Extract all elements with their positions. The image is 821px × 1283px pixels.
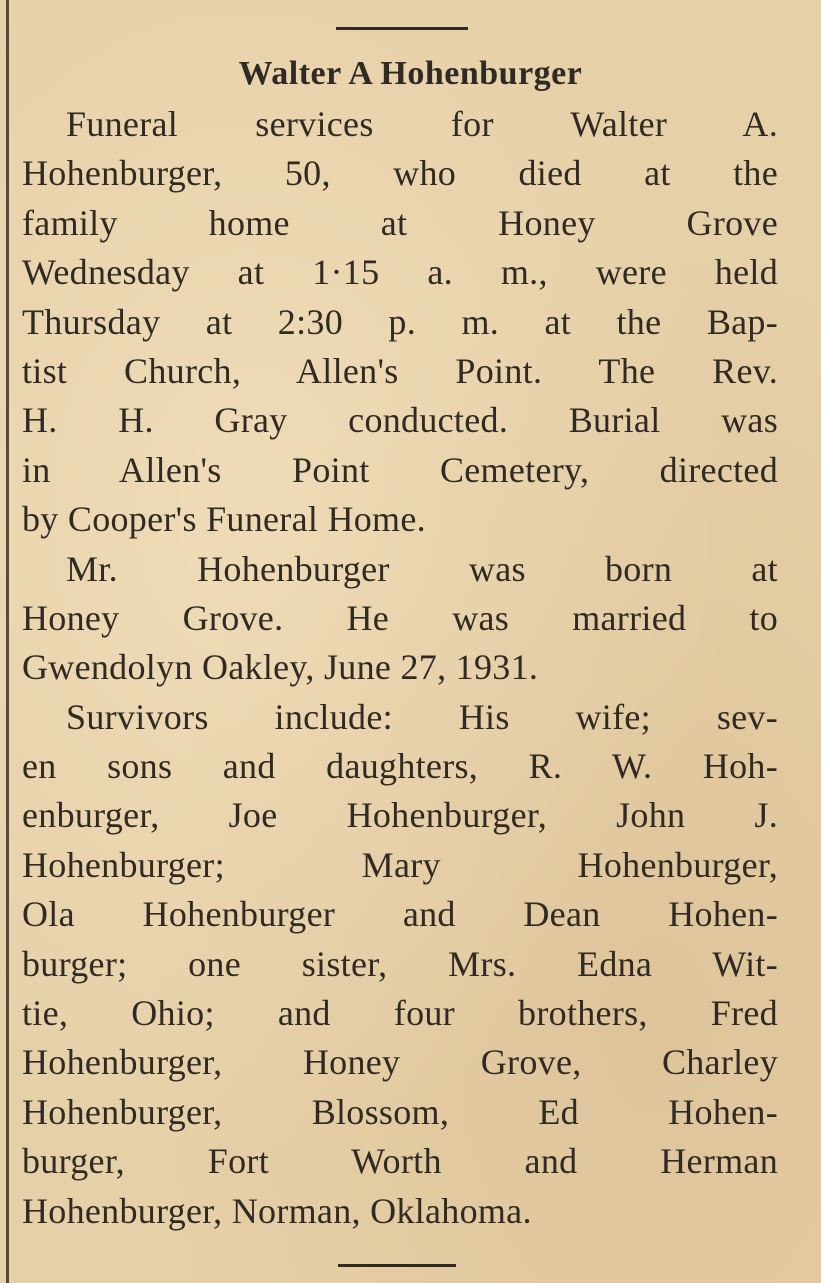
obituary-line: tist Church, Allen's Point. The Rev. bbox=[22, 350, 778, 391]
obituary-line: Funeral services for Walter A. bbox=[66, 104, 778, 144]
obituary-line: en sons and daughters, R. W. Hoh- bbox=[22, 746, 778, 787]
bottom-separator-rule bbox=[338, 1264, 456, 1267]
obituary-line: Hohenburger, Blossom, Ed Hohen- bbox=[22, 1091, 778, 1132]
obituary-line: family home at Honey Grove bbox=[22, 202, 778, 243]
obituary-line: enburger, Joe Hohenburger, John J. bbox=[22, 795, 778, 836]
obituary-line: Survivors include: His wife; sev- bbox=[66, 696, 778, 737]
obituary-line: Honey Grove. He was married to bbox=[22, 597, 778, 638]
obituary-line: Hohenburger, Honey Grove, Charley bbox=[22, 1042, 778, 1083]
obituary-line: Hohenburger; Mary Hohenburger, bbox=[22, 844, 778, 885]
obituary-line: Hohenburger, Norman, Oklahoma. bbox=[22, 1190, 532, 1231]
obituary-line: Ola Hohenburger and Dean Hohen- bbox=[22, 894, 778, 935]
column-rule-left bbox=[6, 0, 9, 1283]
obituary-line: in Allen's Point Cemetery, directed bbox=[22, 449, 778, 490]
obituary-line: H. H. Gray conducted. Burial was bbox=[22, 400, 778, 441]
obituary-body bbox=[22, 100, 778, 1236]
obituary-line: tie, Ohio; and four brothers, Fred bbox=[22, 993, 778, 1034]
obituary-line: Wednesday at 1·15 a. m., were held bbox=[22, 252, 778, 293]
obituary-line: Hohenburger, 50, who died at the bbox=[22, 153, 778, 194]
top-separator-rule bbox=[336, 27, 468, 30]
obituary-line: burger; one sister, Mrs. Edna Wit- bbox=[22, 943, 778, 984]
obituary-headline: Walter A Hohenburger bbox=[238, 55, 583, 92]
obituary-line: Gwendolyn Oakley, June 27, 1931. bbox=[22, 647, 539, 688]
obituary-line: burger, Fort Worth and Herman bbox=[22, 1141, 778, 1182]
obituary-line: Thursday at 2:30 p. m. at the Bap- bbox=[22, 301, 778, 342]
obituary-line: Mr. Hohenburger was born at bbox=[66, 548, 778, 589]
obituary-line: by Cooper's Funeral Home. bbox=[22, 499, 426, 540]
